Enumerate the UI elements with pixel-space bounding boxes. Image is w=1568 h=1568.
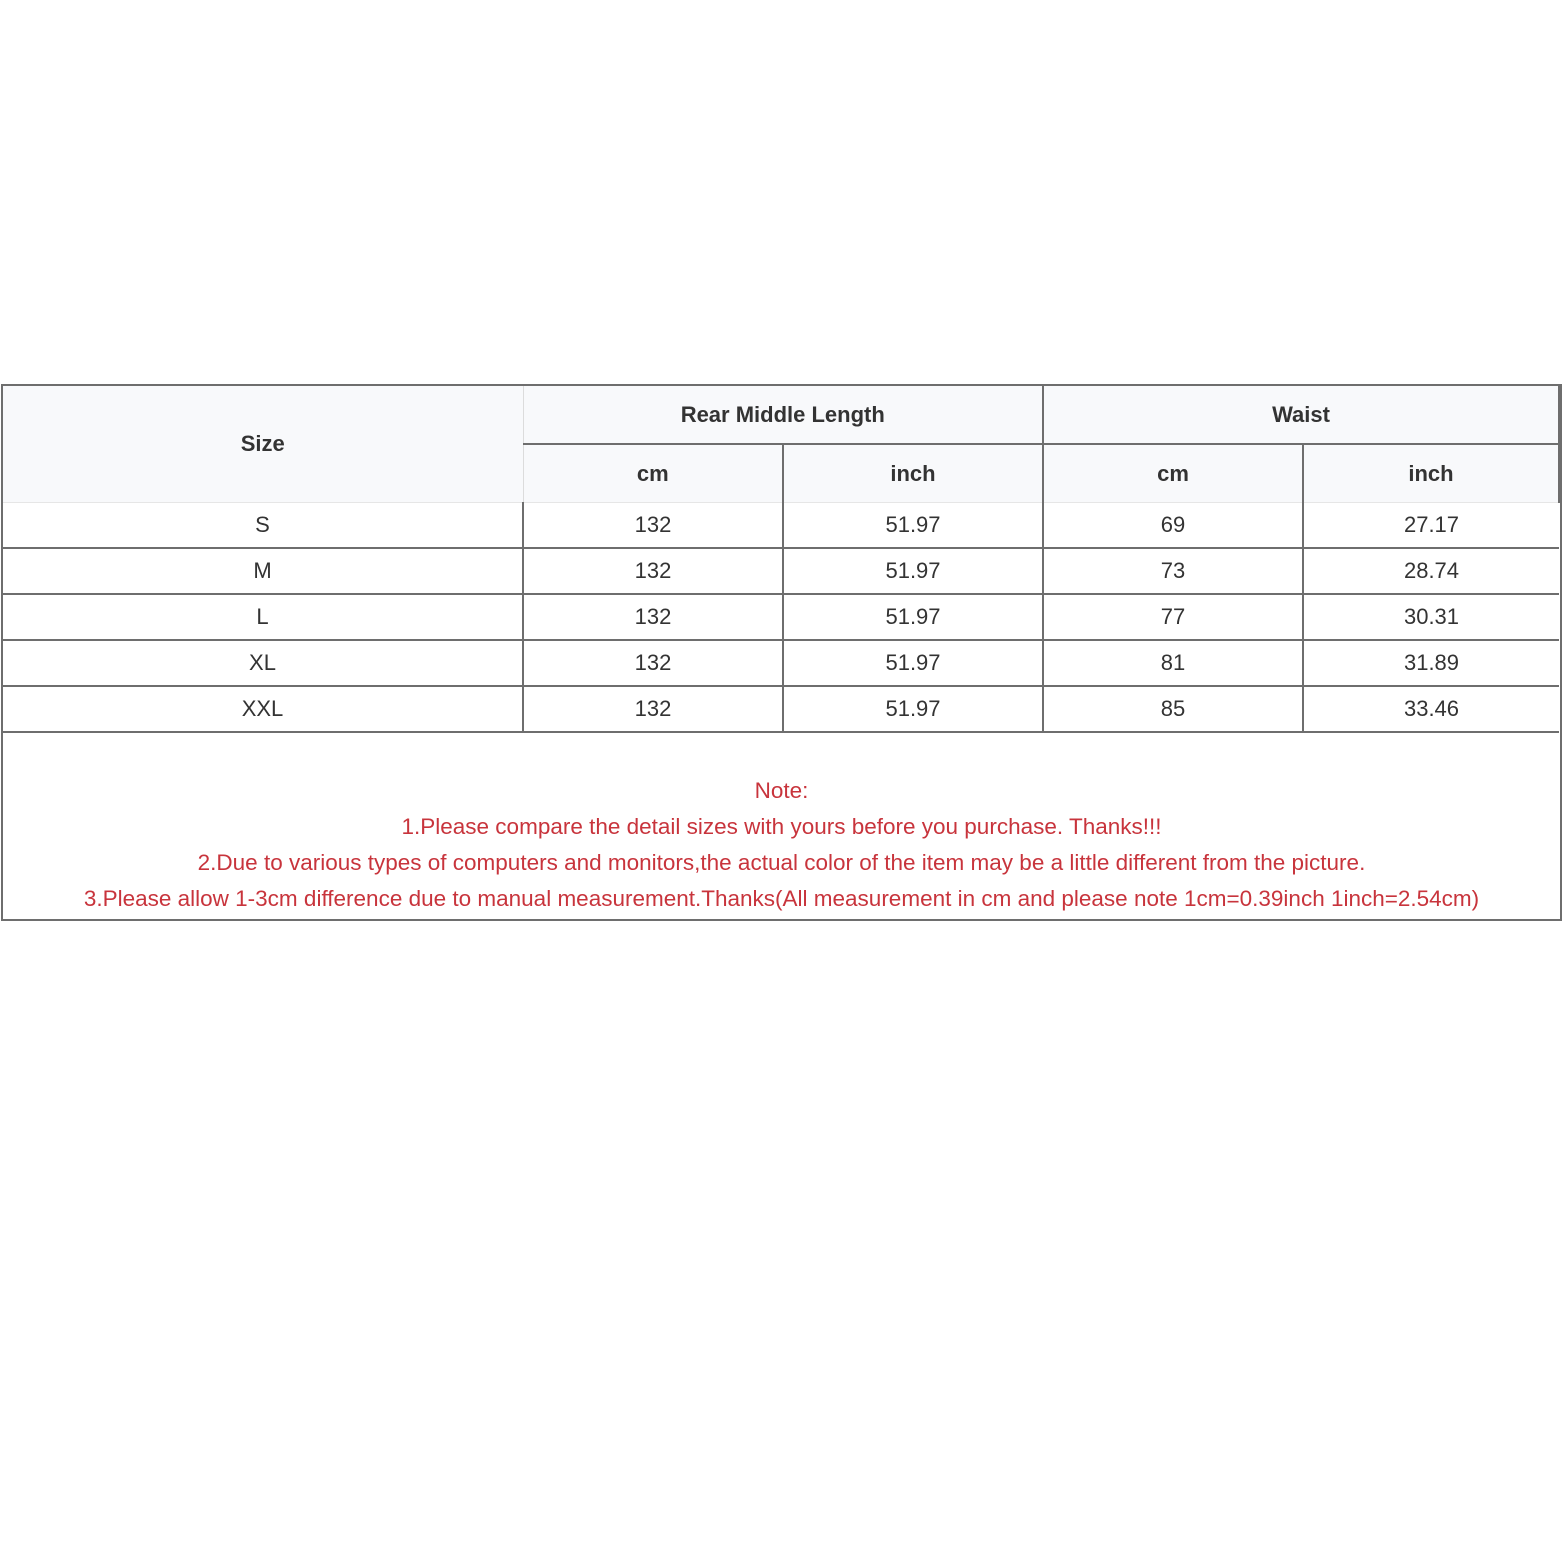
size-chart: [1, 384, 1562, 921]
rear-middle-length-inch-cell: 51.97: [783, 594, 1043, 640]
waist-inch-cell: 27.17: [1303, 503, 1559, 549]
notes-section: [3, 733, 1560, 919]
waist-cm-cell: 77: [1043, 594, 1303, 640]
rear-middle-length-cm-cell: 132: [523, 640, 783, 686]
rear-middle-length-cm-cell: 132: [523, 594, 783, 640]
waist-inch-cell: 33.46: [1303, 686, 1559, 732]
table-row: [3, 640, 1559, 686]
size-cell: XL: [3, 640, 523, 686]
waist-header: Waist: [1043, 386, 1559, 444]
note-line-1: 1.Please compare the detail sizes with yours before you purchase. Thanks!!!: [401, 814, 1162, 839]
table-row: [3, 503, 1559, 549]
unit-header: cm: [1043, 444, 1303, 503]
waist-cm-cell: 85: [1043, 686, 1303, 732]
unit-header: inch: [1303, 444, 1559, 503]
size-table: [3, 386, 1560, 733]
size-cell: XXL: [3, 686, 523, 732]
unit-header: inch: [783, 444, 1043, 503]
waist-cm-cell: 73: [1043, 548, 1303, 594]
rear-middle-length-cm-cell: 132: [523, 548, 783, 594]
rear-middle-length-cm-cell: 132: [523, 503, 783, 549]
table-row: [3, 686, 1559, 732]
size-cell: M: [3, 548, 523, 594]
rear-middle-length-inch-cell: 51.97: [783, 503, 1043, 549]
waist-inch-cell: 28.74: [1303, 548, 1559, 594]
table-row: [3, 548, 1559, 594]
rear-middle-length-header: Rear Middle Length: [523, 386, 1043, 444]
rear-middle-length-inch-cell: 51.97: [783, 548, 1043, 594]
rear-middle-length-cm-cell: 132: [523, 686, 783, 732]
waist-inch-cell: 30.31: [1303, 594, 1559, 640]
size-cell: S: [3, 503, 523, 549]
rear-middle-length-inch-cell: 51.97: [783, 640, 1043, 686]
table-row: [3, 594, 1559, 640]
waist-cm-cell: 69: [1043, 503, 1303, 549]
header-row-groups: [3, 386, 1559, 444]
size-cell: L: [3, 594, 523, 640]
size-header: Size: [3, 386, 523, 503]
note-line-2: 2.Due to various types of computers and monitors,the actual color of the item may be a little different from the picture.: [197, 850, 1366, 875]
waist-cm-cell: 81: [1043, 640, 1303, 686]
rear-middle-length-inch-cell: 51.97: [783, 686, 1043, 732]
waist-inch-cell: 31.89: [1303, 640, 1559, 686]
unit-header: cm: [523, 444, 783, 503]
note-title: Note:: [754, 778, 809, 803]
note-line-3: 3.Please allow 1-3cm difference due to manual measurement.Thanks(All measurement in cm and please note 1cm=0.39inch 1inch=2.54cm): [83, 886, 1480, 911]
